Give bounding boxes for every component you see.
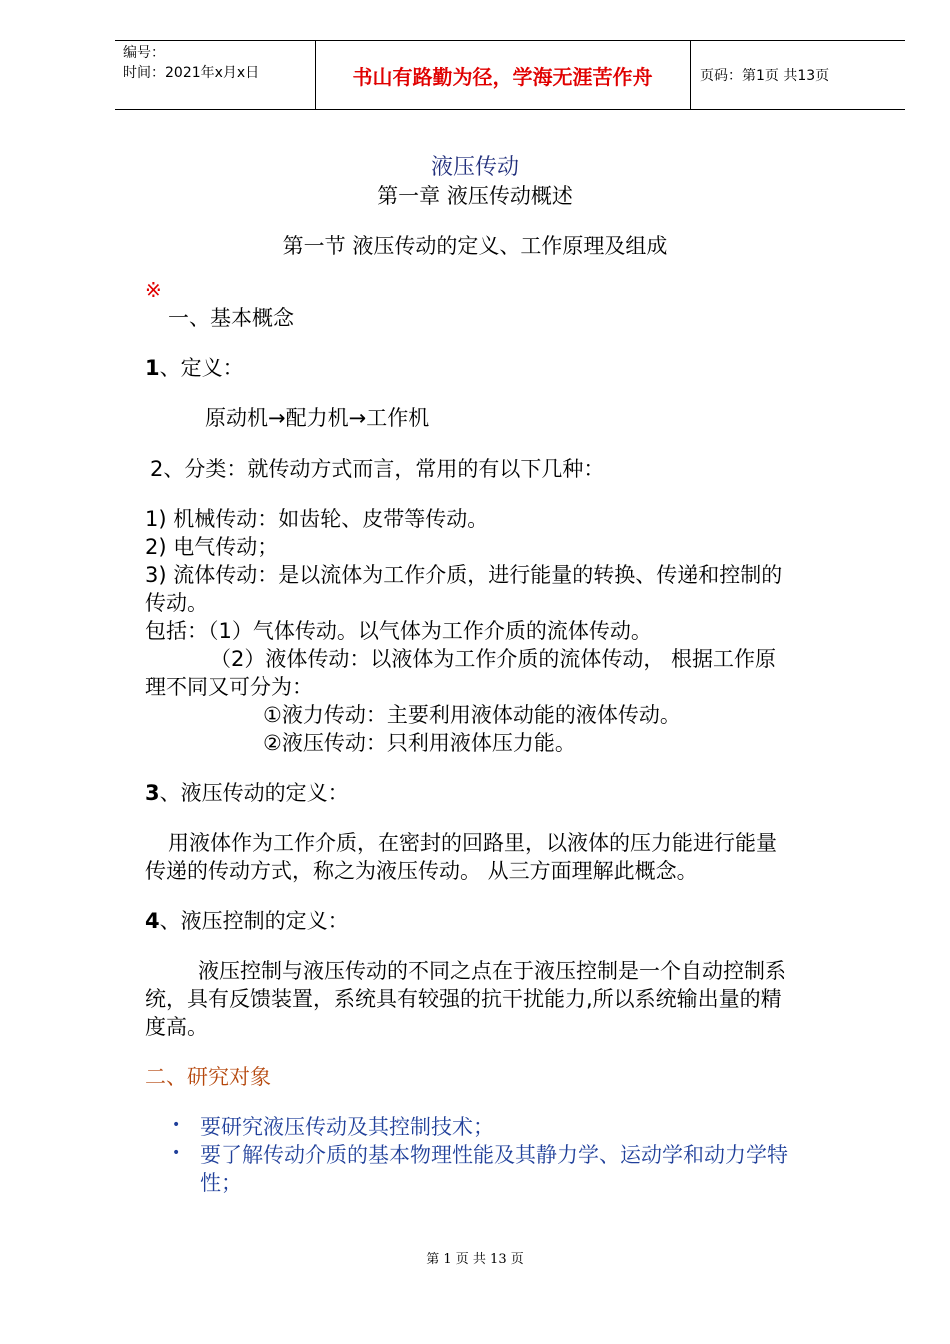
- item4-number: 4: [145, 909, 160, 933]
- item3-number: 3: [145, 781, 160, 805]
- item1-heading: [145, 352, 244, 382]
- item4-label: 、液压控制的定义：: [159, 909, 349, 933]
- type-line-3: 3) 流体传动：是以流体为工作介质，进行能量的转换、传递和控制的: [145, 563, 783, 587]
- header-time-label: 时间：2021年x月x日: [123, 65, 260, 81]
- page-footer: 第 1 页 共 13 页: [426, 1252, 524, 1267]
- item4-text-line-3: 度高。: [145, 1015, 208, 1039]
- type-line-7: 理不同又可分为：: [145, 675, 313, 699]
- header-number-label: 编号：: [123, 45, 165, 61]
- item3-text-line-2: 传递的传动方式，称之为液压传动。 从三方面理解此概念。: [145, 859, 698, 883]
- page-header: [115, 40, 905, 110]
- bullet-dot-1: •: [172, 1117, 181, 1133]
- item3-label: 、液压传动的定义：: [159, 781, 349, 805]
- section-title: 第一节 液压传动的定义、工作原理及组成: [282, 234, 668, 258]
- item1-label: 、定义：: [159, 356, 244, 380]
- research-bullet-1: 要研究液压传动及其控制技术；: [200, 1115, 494, 1139]
- type-line-1: 1) 机械传动：如齿轮、皮带等传动。: [145, 507, 489, 531]
- header-meta: [123, 43, 259, 83]
- part2-heading: 二、研究对象: [145, 1065, 271, 1089]
- header-motto: 书山有路勤为径，学海无涯苦作舟: [352, 64, 653, 89]
- reference-mark: ※: [145, 278, 162, 302]
- header-page-info: 页码：第1页 共13页: [700, 68, 830, 84]
- type-line-9: ②液压传动：只利用液体压力能。: [263, 731, 576, 755]
- type-line-5: 包括：（1）气体传动。以气体为工作介质的流体传动。: [145, 619, 652, 643]
- item4-heading: [145, 905, 349, 935]
- research-bullet-2: 要了解传动介质的基本物理性能及其静力学、运动学和动力学特: [200, 1143, 788, 1167]
- type-line-4: 传动。: [145, 591, 208, 615]
- bullet-dot-2: •: [172, 1145, 181, 1161]
- item3-heading: [145, 777, 349, 807]
- item4-text-line-1: 液压控制与液压传动的不同之点在于液压控制是一个自动控制系: [198, 959, 786, 983]
- item1-number: 1: [145, 356, 160, 380]
- item4-text-line-2: 统，具有反馈装置，系统具有较强的抗干扰能力,所以系统输出量的精: [145, 987, 782, 1011]
- type-line-2: 2) 电气传动；: [145, 535, 279, 559]
- type-line-6: （2）液体传动：以液体为工作介质的流体传动， 根据工作原: [210, 647, 777, 671]
- transmission-chain: 原动机→配力机→工作机: [205, 406, 430, 430]
- header-divider-2: [690, 41, 691, 109]
- part1-heading: 一、基本概念: [168, 306, 294, 330]
- chapter-title: 第一章 液压传动概述: [377, 184, 573, 208]
- type-line-8: ①液力传动：主要利用液体动能的液体传动。: [263, 703, 681, 727]
- item2-heading: 2、分类：就传动方式而言，常用的有以下几种：: [150, 457, 605, 481]
- research-bullet-2-cont: 性；: [200, 1171, 242, 1195]
- item3-text-line-1: 用液体作为工作介质，在密封的回路里，以液体的压力能进行能量: [168, 831, 777, 855]
- document-title: 液压传动: [430, 155, 519, 180]
